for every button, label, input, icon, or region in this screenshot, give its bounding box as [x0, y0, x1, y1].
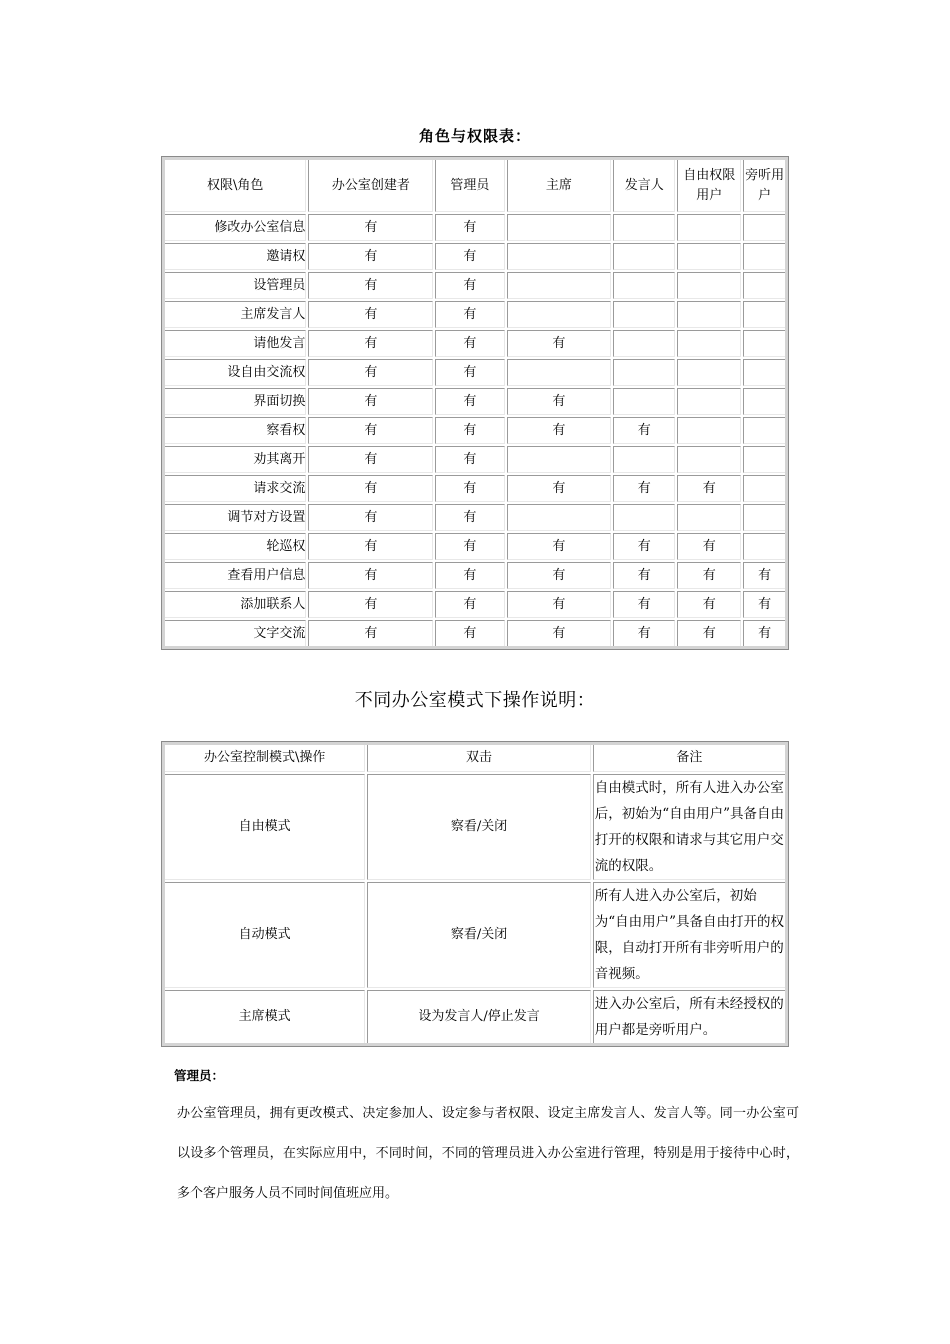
- roles-table-row: [164, 301, 786, 328]
- roles-table-header-cell: 办公室创建者: [308, 159, 433, 212]
- permission-cell: [743, 359, 786, 386]
- permission-label: 邀请权: [164, 243, 306, 270]
- permission-cell: 有: [507, 591, 612, 618]
- roles-table-row: [164, 359, 786, 386]
- permission-cell: [507, 359, 612, 386]
- permission-cell: 有: [435, 533, 504, 560]
- modes-table-title: 不同办公室模式下操作说明：: [354, 690, 596, 711]
- permission-cell: 有: [435, 504, 504, 531]
- modes-table-row: [164, 774, 786, 880]
- modes-table-row: [164, 882, 786, 988]
- permission-label: 调节对方设置: [164, 504, 306, 531]
- permission-cell: [677, 330, 741, 357]
- permission-cell: [677, 243, 741, 270]
- permission-cell: [677, 504, 741, 531]
- roles-table-row: [164, 562, 786, 589]
- permission-cell: 有: [435, 243, 504, 270]
- permission-cell: [507, 301, 612, 328]
- permission-label: 请他发言: [164, 330, 306, 357]
- permission-cell: 有: [435, 214, 504, 241]
- roles-table-header-cell: 管理员: [435, 159, 504, 212]
- roles-table-row: [164, 330, 786, 357]
- roles-table-header-cell: 旁听用户: [743, 159, 786, 212]
- permission-cell: [743, 475, 786, 502]
- permission-cell: 有: [613, 533, 675, 560]
- permission-cell: 有: [677, 562, 741, 589]
- permission-cell: [507, 504, 612, 531]
- permission-cell: 有: [308, 620, 433, 647]
- permission-cell: 有: [743, 620, 786, 647]
- modes-table-header-cell: 备注: [593, 744, 786, 772]
- roles-table-header-cell: 主席: [507, 159, 612, 212]
- permission-cell: 有: [435, 446, 504, 473]
- permission-cell: 有: [308, 330, 433, 357]
- roles-table-row: [164, 620, 786, 647]
- permission-cell: 有: [435, 562, 504, 589]
- modes-table-row: [164, 990, 786, 1044]
- permission-cell: 有: [308, 388, 433, 415]
- mode-action-cell: 察看/关闭: [367, 882, 590, 988]
- permission-cell: [507, 446, 612, 473]
- roles-table-row: [164, 504, 786, 531]
- permission-cell: 有: [308, 533, 433, 560]
- roles-table-header-cell: 自由权限用户: [677, 159, 741, 212]
- permission-label: 修改办公室信息: [164, 214, 306, 241]
- modes-table-header-cell: 双击: [367, 744, 590, 772]
- permission-cell: 有: [308, 562, 433, 589]
- permission-cell: [677, 446, 741, 473]
- permission-cell: 有: [677, 620, 741, 647]
- mode-note-cell: 自由模式时，所有人进入办公室后，初始为“自由用户”具备自由打开的权限和请求与其它用户交流的权限。: [593, 774, 786, 880]
- permission-cell: [613, 301, 675, 328]
- permission-cell: 有: [507, 620, 612, 647]
- roles-table-title: 角色与权限表：: [418, 127, 531, 145]
- permission-cell: 有: [308, 301, 433, 328]
- permission-cell: 有: [743, 591, 786, 618]
- permission-label: 主席发言人: [164, 301, 306, 328]
- permission-cell: [613, 388, 675, 415]
- permission-cell: 有: [677, 475, 741, 502]
- permission-cell: 有: [507, 388, 612, 415]
- permission-cell: [613, 272, 675, 299]
- permission-cell: 有: [308, 272, 433, 299]
- permission-cell: [613, 214, 675, 241]
- permission-cell: [613, 330, 675, 357]
- modes-table-header-cell: 办公室控制模式\操作: [164, 744, 365, 772]
- permission-cell: [507, 243, 612, 270]
- permission-cell: [677, 388, 741, 415]
- permission-cell: 有: [435, 330, 504, 357]
- roles-table-header-cell: 权限\角色: [164, 159, 306, 212]
- roles-table-row: [164, 591, 786, 618]
- permission-cell: 有: [613, 417, 675, 444]
- permission-cell: 有: [308, 359, 433, 386]
- mode-name-cell: 自由模式: [164, 774, 365, 880]
- permission-cell: 有: [308, 475, 433, 502]
- permission-cell: [743, 330, 786, 357]
- permission-cell: [743, 301, 786, 328]
- roles-table-row: [164, 475, 786, 502]
- permission-label: 文字交流: [164, 620, 306, 647]
- permission-label: 设管理员: [164, 272, 306, 299]
- permission-cell: [743, 533, 786, 560]
- permission-label: 设自由交流权: [164, 359, 306, 386]
- permission-cell: [613, 359, 675, 386]
- office-modes-table: [161, 741, 789, 1047]
- permission-cell: 有: [308, 214, 433, 241]
- roles-table-row: [164, 243, 786, 270]
- permission-cell: 有: [613, 562, 675, 589]
- permission-cell: 有: [308, 446, 433, 473]
- permission-cell: [743, 417, 786, 444]
- permission-cell: 有: [308, 417, 433, 444]
- permission-cell: 有: [435, 620, 504, 647]
- permission-cell: 有: [613, 475, 675, 502]
- permission-cell: 有: [308, 504, 433, 531]
- permission-label: 轮巡权: [164, 533, 306, 560]
- permission-label: 添加联系人: [164, 591, 306, 618]
- permission-label: 劝其离开: [164, 446, 306, 473]
- permission-cell: [677, 272, 741, 299]
- permission-cell: [507, 272, 612, 299]
- permission-cell: [613, 504, 675, 531]
- permission-cell: 有: [743, 562, 786, 589]
- permission-cell: 有: [613, 591, 675, 618]
- roles-table-row: [164, 417, 786, 444]
- mode-name-cell: 自动模式: [164, 882, 365, 988]
- admin-section-body: 办公室管理员，拥有更改模式、决定参加人、设定参与者权限、设定主席发言人、发言人等。同一办公室可以设多个管理员，在实际应用中，不同时间，不同的管理员进入办公室进行管理，特别是用于接待中心时，多个客户服务人员不同时间值班应用。: [177, 1106, 799, 1201]
- permission-cell: 有: [435, 417, 504, 444]
- mode-note-cell: 进入办公室后，所有未经授权的用户都是旁听用户。: [593, 990, 786, 1044]
- permission-cell: [677, 417, 741, 444]
- permission-cell: 有: [507, 562, 612, 589]
- roles-table-row: [164, 272, 786, 299]
- permission-cell: [507, 214, 612, 241]
- admin-section-label: 管理员：: [174, 1068, 225, 1083]
- permission-cell: 有: [507, 417, 612, 444]
- permission-cell: [743, 504, 786, 531]
- permission-label: 请求交流: [164, 475, 306, 502]
- roles-table-header-cell: 发言人: [613, 159, 675, 212]
- permission-cell: 有: [435, 272, 504, 299]
- permission-cell: [743, 446, 786, 473]
- permission-cell: 有: [435, 388, 504, 415]
- permission-cell: 有: [435, 359, 504, 386]
- mode-action-cell: 设为发言人/停止发言: [367, 990, 590, 1044]
- permission-cell: 有: [435, 591, 504, 618]
- roles-table-row: [164, 388, 786, 415]
- permission-cell: 有: [435, 475, 504, 502]
- roles-table-row: [164, 446, 786, 473]
- permission-cell: [743, 243, 786, 270]
- mode-note-cell: 所有人进入办公室后，初始为“自由用户”具备自由打开的权限，自动打开所有非旁听用户的音视频。: [593, 882, 786, 988]
- permission-cell: [677, 359, 741, 386]
- mode-name-cell: 主席模式: [164, 990, 365, 1044]
- permission-cell: 有: [507, 330, 612, 357]
- permission-cell: [677, 214, 741, 241]
- roles-table-row: [164, 214, 786, 241]
- permission-cell: 有: [507, 475, 612, 502]
- permission-cell: 有: [435, 301, 504, 328]
- permission-label: 查看用户信息: [164, 562, 306, 589]
- permission-cell: 有: [677, 591, 741, 618]
- mode-action-cell: 察看/关闭: [367, 774, 590, 880]
- roles-table-header-row: [164, 159, 786, 212]
- permission-cell: [613, 243, 675, 270]
- roles-table-row: [164, 533, 786, 560]
- permission-cell: [677, 301, 741, 328]
- permission-cell: [743, 388, 786, 415]
- permission-cell: 有: [308, 591, 433, 618]
- permission-label: 界面切换: [164, 388, 306, 415]
- permission-cell: 有: [308, 243, 433, 270]
- permission-cell: [613, 446, 675, 473]
- permission-cell: 有: [613, 620, 675, 647]
- permission-cell: [743, 214, 786, 241]
- permission-label: 察看权: [164, 417, 306, 444]
- permission-cell: 有: [507, 533, 612, 560]
- permission-cell: [743, 272, 786, 299]
- modes-table-header-row: [164, 744, 786, 772]
- permission-cell: 有: [677, 533, 741, 560]
- roles-permissions-table: [161, 156, 789, 650]
